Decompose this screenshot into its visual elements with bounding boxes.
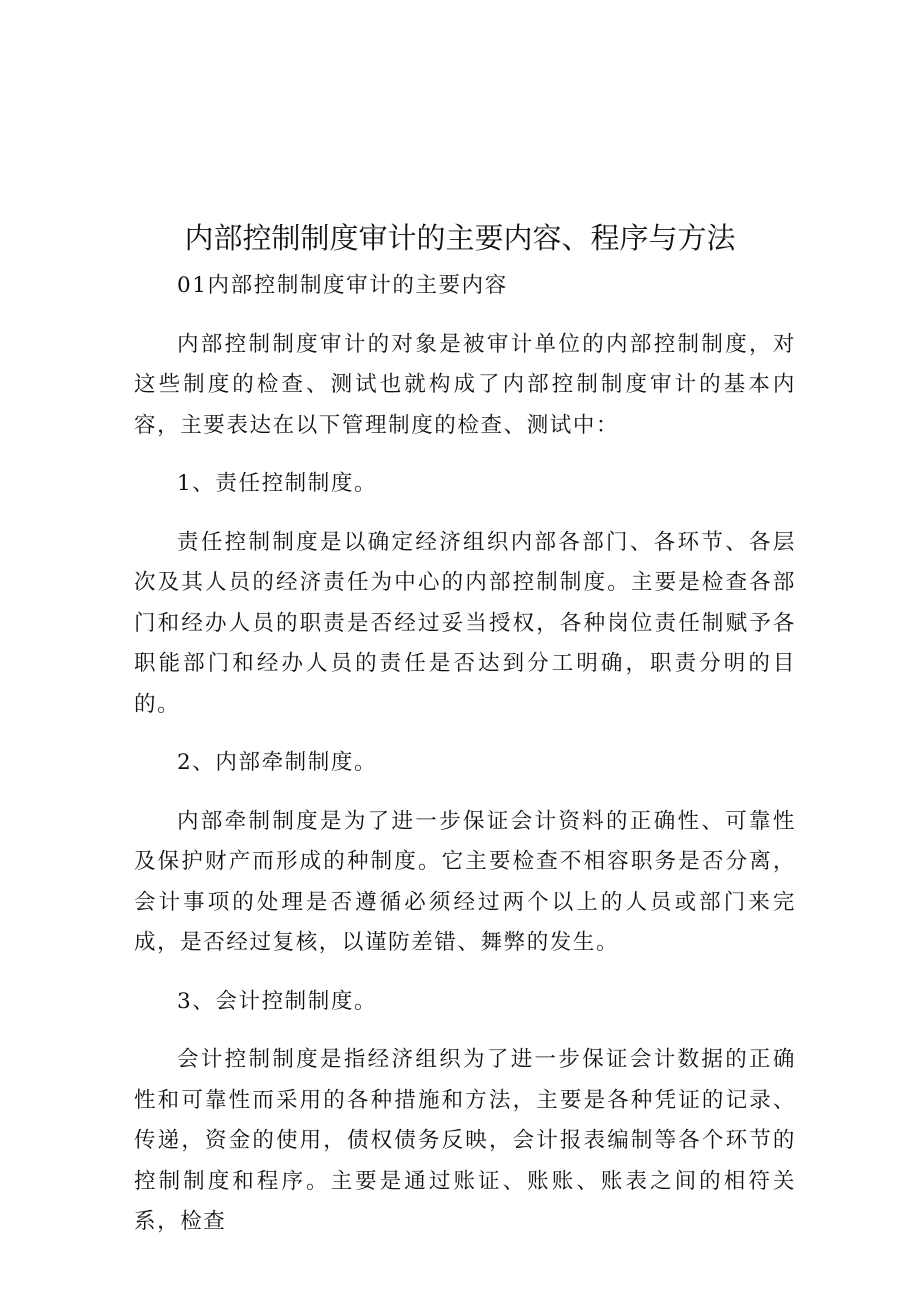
item-paragraph-3: 会计控制制度是指经济组织为了进一步保证会计数据的正确性和可靠性而采用的各种措施和方法，主要是各种凭证的记录、传递，资金的使用，债权债务反映，会计报表编制等各个环节的控制制度和程序。主要是通过账证、账账、账表之间的相符关系，检查 [134, 1047, 796, 1234]
item-paragraph-1: 责任控制制度是以确定经济组织内部各部门、各环节、各层次及其人员的经济责任为中心的内部控制制度。主要是检查各部门和经办人员的职责是否经过妥当授权，各种岗位责任制赋予各职能部门和经办人员的责任是否达到分工明确，职责分明的目的。 [134, 529, 796, 717]
item-paragraph-2: 内部牵制制度是为了进一步保证会计资料的正确性、可靠性及保护财产而形成的种制度。它主要检查不相容职务是否分离，会计事项的处理是否遵循必须经过两个以上的人员或部门来完成，是否经过复核，以谨防差错、舞弊的发生。 [134, 808, 796, 955]
section-heading: 01内部控制制度审计的主要内容 [177, 273, 508, 298]
item-heading-1: 1、责任控制制度。 [177, 471, 378, 496]
intro-paragraph: 内部控制制度审计的对象是被审计单位的内部控制制度，对这些制度的检查、测试也就构成了内部控制制度审计的基本内容，主要表达在以下管理制度的检查、测试中： [134, 331, 796, 438]
document-title: 内部控制制度审计的主要内容、程序与方法 [184, 221, 736, 255]
item-heading-2: 2、内部牵制制度。 [177, 750, 378, 775]
document-body [134, 266, 796, 1261]
item-heading-3: 3、会计控制制度。 [177, 988, 378, 1014]
